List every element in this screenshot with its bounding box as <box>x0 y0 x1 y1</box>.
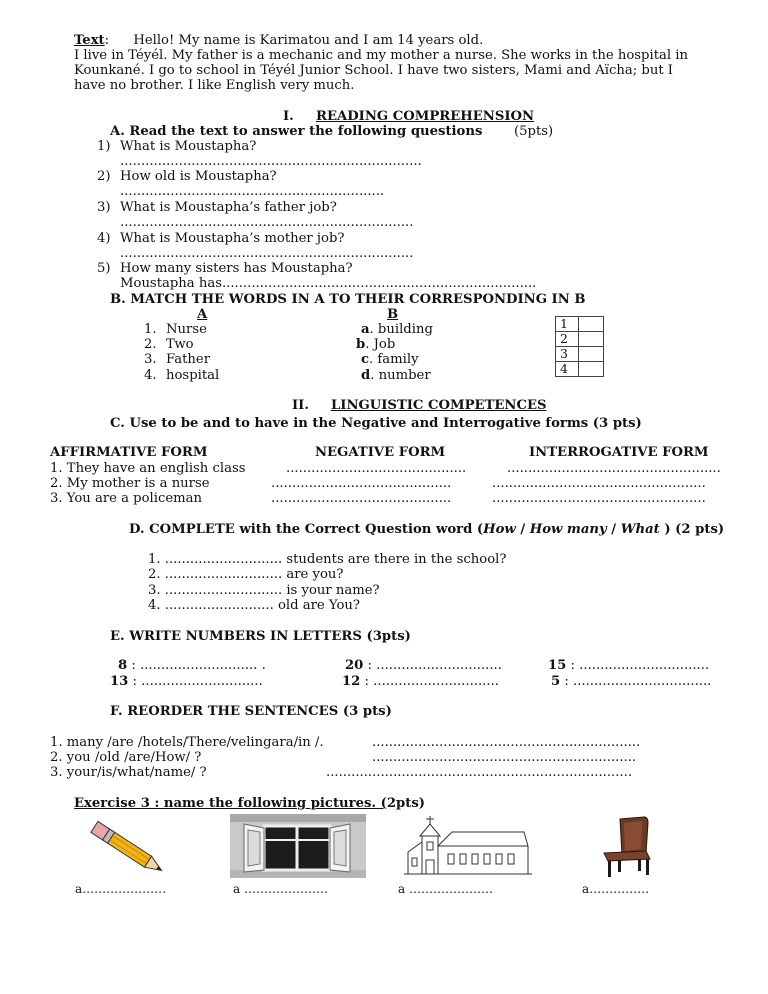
answer-line: ...................................................................... <box>120 215 414 230</box>
question-text: How many sisters has Moustapha? <box>120 261 353 276</box>
text-line-2: I live in Téyél. My father is a mechanic and my mother a nurse. She works in the hospital in <box>74 48 688 63</box>
picture-answer: a…………… <box>582 882 650 896</box>
window-icon <box>230 814 366 878</box>
number-item: 8 : ............................ . <box>118 658 266 673</box>
question-number: 3) <box>97 200 111 215</box>
interrogative-answer-line: ................................................... <box>492 476 706 491</box>
answer-line: ............................................................... <box>120 184 385 199</box>
text-label: Text <box>74 33 105 48</box>
question-text: What is Moustapha’s mother job? <box>120 231 345 246</box>
grid-number: 4 <box>556 362 579 377</box>
picture-answer: a ………………… <box>398 882 493 896</box>
part2-number: II. <box>292 398 309 413</box>
list-b-item: a. building <box>361 322 433 337</box>
affirmative-sentence: 3. You are a policeman <box>50 491 203 506</box>
interrogative-answer-line: ................................................... <box>492 491 706 506</box>
section-f-title: F. REORDER THE SENTENCES (3 pts) <box>110 704 392 719</box>
picture-answer: a ………………… <box>233 882 328 896</box>
number-item: 20 : .............................. <box>345 658 502 673</box>
list-b-item: b. Job <box>356 337 396 352</box>
answer-line: ...................................................................... <box>120 246 414 261</box>
reorder-answer-line: ............................................................... <box>372 750 637 765</box>
number-item: 5 : ................................. <box>551 674 712 689</box>
text-colon: : <box>104 33 110 48</box>
question-text: What is Moustapha? <box>120 139 257 154</box>
grid-answer-cell[interactable] <box>579 347 604 362</box>
section-c-title: C. Use to be and to have in the Negative and Interrogative forms (3 pts) <box>110 416 642 431</box>
negative-answer-line: ........................................... <box>286 461 467 476</box>
part2-title: LINGUISTIC COMPETENCES <box>331 398 547 413</box>
negative-answer-line: ........................................... <box>271 491 452 506</box>
header-affirmative: AFFIRMATIVE FORM <box>50 445 208 460</box>
header-interrogative: INTERROGATIVE FORM <box>529 445 709 460</box>
reorder-answer-line: ......................................................................... <box>326 765 633 780</box>
exercise3-title: Exercise 3 : name the following pictures. (2pts) <box>74 796 425 811</box>
chair-icon <box>596 815 662 879</box>
affirmative-sentence: 2. My mother is a nurse <box>50 476 210 491</box>
reorder-sentence: 3. your/is/what/name/ ? <box>50 765 207 780</box>
section-d-title: D. COMPLETE with the Correct Question word (How / How many / What ) (2 pts) <box>129 522 725 537</box>
list-b-item: c. family <box>361 352 419 367</box>
picture-answer: a………………… <box>75 882 167 896</box>
question-word-item: 2. ............................ are you? <box>148 567 344 582</box>
question-text: What is Moustapha’s father job? <box>120 200 337 215</box>
grid-answer-cell[interactable] <box>579 317 604 332</box>
number-item: 13 : ............................. <box>110 674 263 689</box>
column-b-heading: B <box>387 307 399 322</box>
grid-number: 2 <box>556 332 579 347</box>
reorder-answer-line: ................................................................ <box>372 735 641 750</box>
reorder-sentence: 2. you /old /are/How/ ? <box>50 750 202 765</box>
answer-line: ........................................................................ <box>120 154 422 169</box>
part1-title: READING COMPREHENSION <box>316 109 535 124</box>
question-number: 1) <box>97 139 111 154</box>
pencil-icon <box>78 815 174 881</box>
church-icon <box>404 814 532 878</box>
list-a-number: 4. <box>144 368 157 383</box>
list-a-number: 3. <box>144 352 157 367</box>
grid-answer-cell[interactable] <box>579 332 604 347</box>
matching-grid <box>555 316 604 377</box>
number-item: 12 : .............................. <box>342 674 499 689</box>
part1-number: I. <box>283 109 294 124</box>
text-line-1: Hello! My name is Karimatou and I am 14 years old. <box>133 33 484 48</box>
section-a-points: (5pts) <box>514 124 554 139</box>
question-word-item: 3. ............................ is your name? <box>148 583 380 598</box>
list-a-word: hospital <box>166 368 220 383</box>
text-heading-line <box>74 33 483 48</box>
affirmative-sentence: 1. They have an english class <box>50 461 246 476</box>
header-negative: NEGATIVE FORM <box>315 445 446 460</box>
reorder-sentence: 1. many /are /hotels/There/velingara/in /. <box>50 735 324 750</box>
column-a-heading: A <box>197 307 208 322</box>
grid-number: 1 <box>556 317 579 332</box>
list-a-number: 1. <box>144 322 157 337</box>
interrogative-answer-line: ................................................... <box>507 461 721 476</box>
question-word-item: 1. ............................ students are there in the school? <box>148 552 507 567</box>
list-a-number: 2. <box>144 337 157 352</box>
list-a-word: Father <box>166 352 211 367</box>
section-a-title: A. Read the text to answer the following questions <box>110 124 483 139</box>
list-b-item: d. number <box>361 368 431 383</box>
text-line-4: have no brother. I like English very much. <box>74 78 355 93</box>
question-word-item: 4. .......................... old are You? <box>148 598 360 613</box>
question-number: 5) <box>97 261 111 276</box>
section-e-title: E. WRITE NUMBERS IN LETTERS (3pts) <box>110 629 411 644</box>
question-text: How old is Moustapha? <box>120 169 277 184</box>
text-line-3: Kounkané. I go to school in Téyél Junior School. I have two sisters, Mami and Aïcha; but I <box>74 63 674 78</box>
grid-answer-cell[interactable] <box>579 362 604 377</box>
number-item: 15 : ............................... <box>548 658 710 673</box>
answer-line: Moustapha has........................................................................... <box>120 276 537 291</box>
grid-number: 3 <box>556 347 579 362</box>
list-a-word: Two <box>166 337 194 352</box>
list-a-word: Nurse <box>166 322 207 337</box>
question-number: 2) <box>97 169 111 184</box>
section-b-title: B. MATCH THE WORDS IN A TO THEIR CORRESPONDING IN B <box>110 292 586 307</box>
negative-answer-line: ........................................... <box>271 476 452 491</box>
question-number: 4) <box>97 231 111 246</box>
